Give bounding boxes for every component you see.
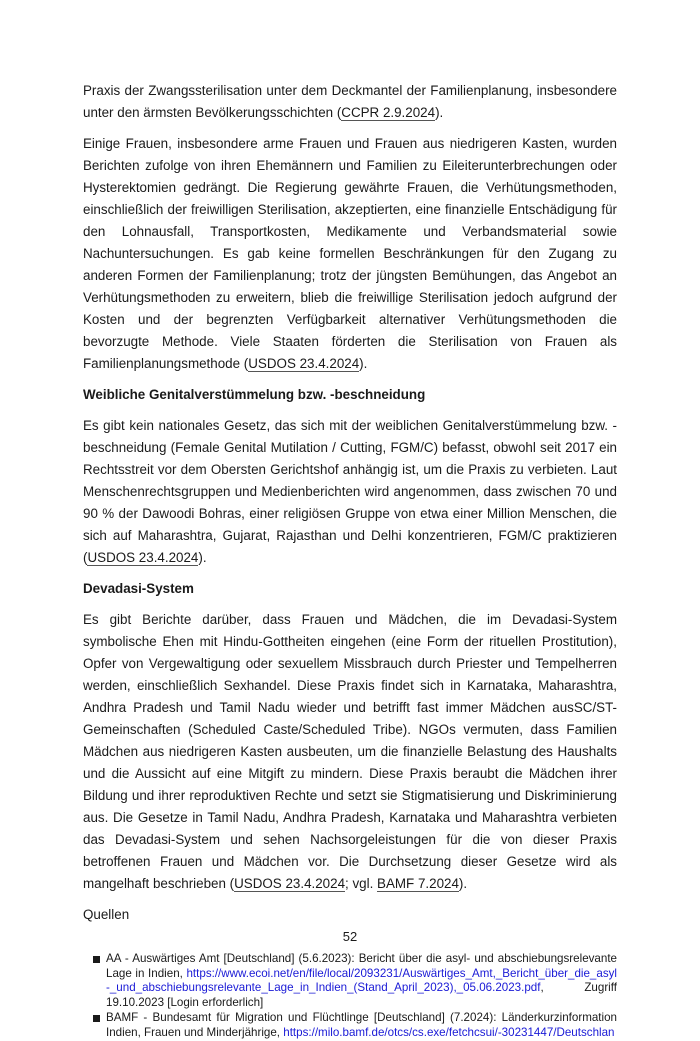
sources-list xyxy=(83,952,617,1040)
page-number: 52 xyxy=(342,929,358,944)
paragraph-tail: ). xyxy=(359,356,368,371)
paragraph-devadasi xyxy=(83,609,617,895)
source-text: BAMF - Bundesamt für Migration und Flüchtlinge [Deutschland] (7.2024): Länderkurzinformation Indien, Frauen und Minderjährige, xyxy=(106,1011,617,1039)
paragraph-sterilisation-intro xyxy=(83,80,617,124)
heading-devadasi: Devadasi-System xyxy=(83,581,194,596)
source-item xyxy=(93,952,617,1010)
paragraph-tail: ). xyxy=(458,876,468,891)
source-tail: , Zugriff 19.10.2023 [Login erforderlich] xyxy=(106,981,617,1009)
sources-heading: Quellen xyxy=(83,907,130,922)
document-page xyxy=(83,80,617,1041)
citation-link-usdos[interactable]: USDOS 23.4.2024 xyxy=(248,356,360,371)
citation-link-usdos[interactable]: USDOS 23.4.2024 xyxy=(234,876,346,891)
paragraph-tail: ). xyxy=(435,105,444,120)
paragraph-tail: ). xyxy=(198,550,207,565)
paragraph-text: Praxis der Zwangssterilisation unter dem Deckmantel der Familienplanung, insbesondere unter den ärmsten Bevölkerungsschichten ( xyxy=(83,83,617,120)
paragraph-text: Einige Frauen, insbesondere arme Frauen und Frauen aus niedrigeren Kasten, wurden Berichten zufolge von ihren Ehemännern und Familien zu Eileiterunterbrechungen oder Hysterektomien gedrängt. Die Regierung gewährte Frauen, die Verhütungsmethoden, einschließlich der freiwilligen Sterilisation, akzeptierten, eine finanzielle Entschädigung für den Lohnausfall, Transportkosten, Medikamente und Verbandsmaterial sowie Nachuntersuchungen. Es gab keine formellen Beschränkungen für den Zugang zu anderen Formen der Familienplanung; trotz der jüngsten Bemühungen, das Angebot an Verhütungsmethoden zu erweitern, blieb die freiwillige Sterilisation jedoch aufgrund der Kosten und der begrenzten Verfügbarkeit alternativer Verhütungsmethoden die bevorzugte Methode. Viele Staaten förderten die Sterilisation von Frauen als Familienplanungsmethode ( xyxy=(83,136,617,371)
source-url-link[interactable]: https://milo.bamf.de/otcs/cs.exe/fetchcsui/-30231447/Deutschlan xyxy=(283,1025,615,1039)
citation-link-ccpr[interactable]: CCPR 2.9.2024 xyxy=(341,105,436,120)
source-item xyxy=(93,1011,617,1040)
paragraph-text: Es gibt kein nationales Gesetz, das sich mit der weiblichen Genitalverstümmelung bzw. -beschneidung (Female Genital Mutilation / Cutting, FGM/C) befasst, obwohl seit 2017 ein Rechtsstreit vor dem Obersten Gerichtshof anhängig ist, um die Praxis zu verbieten. Laut Menschenrechtsgruppen und Medienberichten wird angenommen, dass zwischen 70 und 90 % der Dawoodi Bohras, einer religiösen Gruppe von etwa einer Million Menschen, die sich auf Maharashtra, Gujarat, Rajasthan und Delhi konzentrieren, FGM/C praktizieren ( xyxy=(83,418,617,565)
source-url-link[interactable]: https://www.ecoi.net/en/file/local/2093231/Auswärtiges_Amt,_Bericht_über_die_asyl-_und_abschiebungsrelevante_Lage_in_Indien_(Stand_April_2023),_05.06.2023.pdf xyxy=(106,966,617,994)
source-text: AA - Auswärtiges Amt [Deutschland] (5.6.2023): Bericht über die asyl- und abschiebungsrelevante Lage in Indien, xyxy=(106,952,617,980)
paragraph-fgm xyxy=(83,415,617,569)
paragraph-text: Es gibt Berichte darüber, dass Frauen und Mädchen, die im Devadasi-System symbolische Ehen mit Hindu-Gottheiten eingehen (eine Form der rituellen Prostitution), Opfer von Vergewaltigung oder sexuellem Missbrauch durch Priester und Tempelherren werden, einschließlich Sexhandel. Diese Praxis findet sich in Karnataka, Maharashtra, Andhra Pradesh und Tamil Nadu wieder und betrifft fast immer Mädchen ausSC/ST-Gemeinschaften (Scheduled Caste/Scheduled Tribe). NGOs vermuten, dass Familien Mädchen aus niedrigeren Kasten ausbeuten, um die finanzielle Belastung des Haushalts und die Aussicht auf eine Mitgift zu mindern. Diese Praxis beraubt die Mädchen ihrer Bildung und ihrer reproduktiven Rechte und setzt sie Stigmatisierung und Diskriminierung aus. Die Gesetze in Tamil Nadu, Andhra Pradesh, Karnataka und Maharashtra verbieten das Devadasi-System und sehen Nachsorgeleistungen für die von dieser Praxis betroffenen Frauen und Mädchen vor. Die Durchsetzung dieser Gesetze wird als mangelhaft beschrieben ( xyxy=(83,612,617,891)
paragraph-sterilisation xyxy=(83,133,617,375)
square-bullet-icon xyxy=(93,1015,100,1022)
heading-fgm: Weibliche Genitalverstümmelung bzw. -beschneidung xyxy=(83,387,426,402)
square-bullet-icon xyxy=(93,956,100,963)
paragraph-text: ; vgl. xyxy=(345,876,378,891)
citation-link-usdos[interactable]: USDOS 23.4.2024 xyxy=(87,550,199,565)
citation-link-bamf[interactable]: BAMF 7.2024 xyxy=(377,876,459,891)
